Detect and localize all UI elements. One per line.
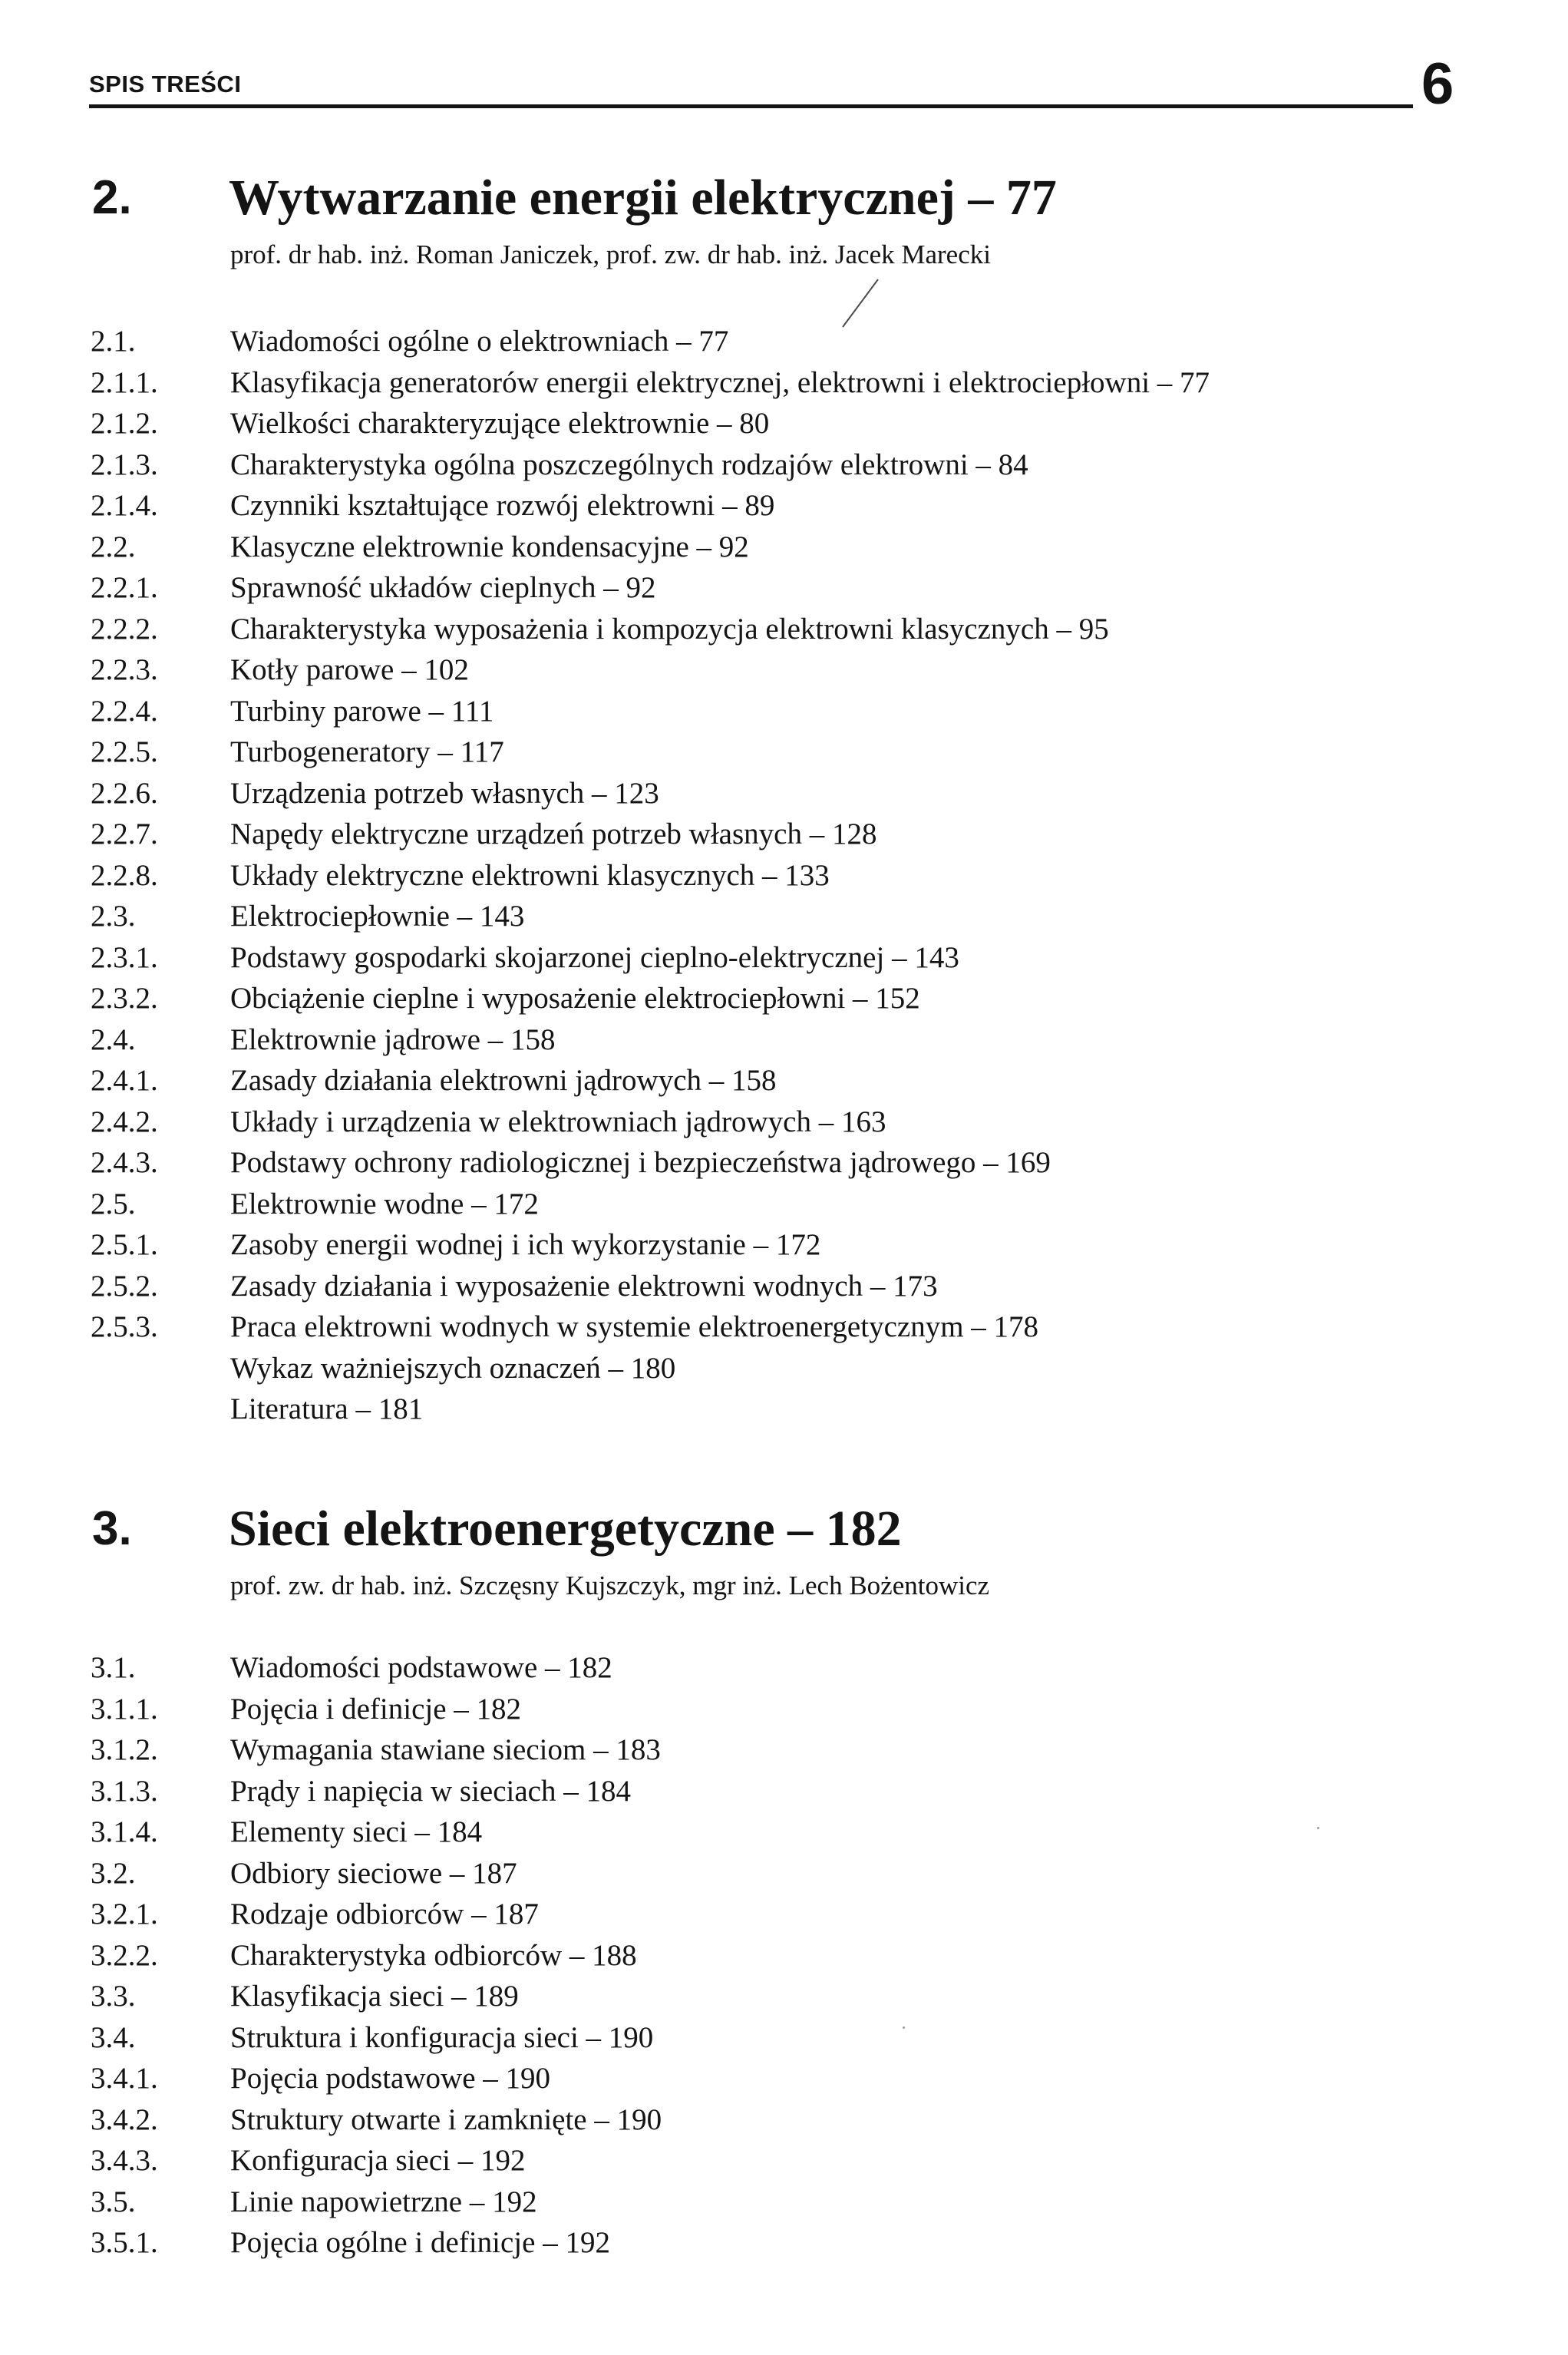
chapter-3-toc	[0, 1647, 1568, 2264]
toc-entry	[0, 444, 1568, 486]
toc-entry-number: 2.3.2.	[91, 982, 158, 1015]
toc-entry-title: Klasyczne elektrownie kondensacyjne – 92	[230, 530, 749, 563]
toc-entry-number: 3.1.	[91, 1651, 136, 1684]
toc-entry-number: 3.1.3.	[91, 1774, 158, 1808]
toc-entry-number: 2.1.2.	[91, 407, 158, 440]
toc-entry-title: Literatura – 181	[230, 1392, 424, 1425]
toc-entry-number: 3.5.1.	[91, 2226, 158, 2259]
toc-entry	[0, 1306, 1568, 1348]
toc-entry	[0, 1019, 1568, 1061]
toc-entry-number: 2.2.6.	[91, 776, 158, 810]
toc-entry-title: Klasyfikacja generatorów energii elektrycznej, elektrowni i elektrociepłowni – 77	[230, 365, 1210, 399]
chapter-number: 2.	[92, 171, 132, 224]
toc-entry	[0, 1389, 1568, 1430]
toc-entry	[0, 1060, 1568, 1102]
toc-entry-title: Zasady działania elektrowni jądrowych – 158	[230, 1064, 777, 1097]
toc-entry-title: Wiadomości podstawowe – 182	[230, 1651, 612, 1684]
scan-speck	[1317, 1827, 1319, 1829]
header-rule	[89, 104, 1413, 108]
toc-entry-title: Czynniki kształtujące rozwój elektrowni – 89	[230, 489, 775, 522]
toc-entry-number: 2.3.1.	[91, 940, 158, 974]
toc-entry-number: 3.1.2.	[91, 1733, 158, 1766]
toc-entry-title: Pojęcia podstawowe – 190	[230, 2062, 551, 2095]
toc-entry-title: Charakterystyka ogólna poszczególnych rodzajów elektrowni – 84	[230, 448, 1028, 481]
toc-entry-title: Linie napowietrzne – 192	[230, 2185, 537, 2218]
toc-entry	[0, 978, 1568, 1019]
running-header: SPIS TREŚCI	[89, 71, 242, 97]
toc-entry-number: 2.4.2.	[91, 1105, 158, 1138]
toc-entry	[0, 773, 1568, 814]
toc-entry-number: 3.4.	[91, 2020, 136, 2054]
toc-entry-number: 3.5.	[91, 2185, 136, 2218]
toc-entry-title: Klasyfikacja sieci – 189	[230, 1980, 519, 2013]
toc-entry-number: 3.4.1.	[91, 2062, 158, 2095]
toc-entry	[0, 527, 1568, 568]
toc-entry	[0, 362, 1568, 404]
toc-entry	[0, 2222, 1568, 2264]
toc-entry	[0, 814, 1568, 855]
toc-entry	[0, 1935, 1568, 1977]
toc-entry-title: Wykaz ważniejszych oznaczeń – 180	[230, 1351, 676, 1385]
toc-entry-title: Elektrociepłownie – 143	[230, 900, 525, 933]
toc-entry	[0, 732, 1568, 773]
toc-entry-title: Sprawność układów cieplnych – 92	[230, 571, 656, 604]
toc-entry-number: 2.2.2.	[91, 612, 158, 646]
toc-entry	[0, 1689, 1568, 1730]
toc-entry	[0, 937, 1568, 979]
toc-entry-number: 2.3.	[91, 900, 136, 933]
toc-entry-number: 3.2.1.	[91, 1898, 158, 1931]
toc-entry	[0, 896, 1568, 937]
toc-entry	[0, 1894, 1568, 1935]
toc-entry-title: Elementy sieci – 184	[230, 1815, 483, 1848]
toc-entry-title: Pojęcia i definicje – 182	[230, 1692, 522, 1726]
toc-entry-number: 2.1.	[91, 325, 136, 358]
toc-entry-title: Układy elektryczne elektrowni klasycznych – 133	[230, 858, 830, 892]
page-number: 6	[1421, 51, 1454, 117]
toc-entry-number: 3.4.3.	[91, 2144, 158, 2177]
toc-entry-number: 2.4.	[91, 1022, 136, 1056]
toc-entry-number: 2.5.	[91, 1187, 136, 1220]
toc-entry	[0, 321, 1568, 362]
toc-entry	[0, 1647, 1568, 1689]
toc-entry-title: Odbiory sieciowe – 187	[230, 1856, 517, 1890]
chapter-title: Wytwarzanie energii elektrycznej – 77	[229, 170, 1057, 226]
toc-entry-title: Zasoby energii wodnej i ich wykorzystanie – 172	[230, 1228, 821, 1261]
toc-entry-title: Podstawy gospodarki skojarzonej cieplno-elektrycznej – 143	[230, 940, 959, 974]
toc-entry	[0, 1976, 1568, 2017]
toc-entry-number: 3.2.2.	[91, 1938, 158, 1972]
chapter-number: 3.	[92, 1502, 132, 1555]
toc-entry-number: 2.4.1.	[91, 1064, 158, 1097]
toc-entry	[0, 855, 1568, 897]
toc-entry	[0, 2017, 1568, 2059]
toc-entry-title: Struktury otwarte i zamknięte – 190	[230, 2102, 662, 2136]
toc-entry-number: 2.2.4.	[91, 694, 158, 728]
toc-entry-title: Wymagania stawiane sieciom – 183	[230, 1733, 661, 1766]
toc-entry-number: 2.2.1.	[91, 571, 158, 604]
toc-entry-title: Podstawy ochrony radiologicznej i bezpieczeństwa jądrowego – 169	[230, 1146, 1051, 1179]
toc-entry-title: Pojęcia ogólne i definicje – 192	[230, 2226, 610, 2259]
toc-entry	[0, 1266, 1568, 1307]
toc-entry-number: 2.5.1.	[91, 1228, 158, 1261]
toc-entry-number: 3.1.1.	[91, 1692, 158, 1726]
toc-entry	[0, 2099, 1568, 2141]
toc-entry	[0, 1729, 1568, 1771]
toc-entry	[0, 1853, 1568, 1894]
toc-entry-number: 2.2.8.	[91, 858, 158, 892]
toc-entry	[0, 691, 1568, 732]
toc-entry-title: Rodzaje odbiorców – 187	[230, 1898, 539, 1931]
toc-entry	[0, 1771, 1568, 1812]
toc-entry-number: 3.2.	[91, 1856, 136, 1890]
toc-entry-title: Prądy i napięcia w sieciach – 184	[230, 1774, 631, 1808]
toc-entry-title: Zasady działania i wyposażenie elektrowni wodnych – 173	[230, 1269, 938, 1303]
toc-entry-number: 2.1.1.	[91, 365, 158, 399]
toc-entry-title: Wielkości charakteryzujące elektrownie – 80	[230, 407, 770, 440]
toc-entry-number: 2.5.3.	[91, 1310, 158, 1343]
toc-entry-title: Układy i urządzenia w elektrowniach jądrowych – 163	[230, 1105, 886, 1138]
toc-entry-title: Napędy elektryczne urządzeń potrzeb własnych – 128	[230, 817, 877, 851]
toc-entry-number: 3.4.2.	[91, 2102, 158, 2136]
toc-entry-number: 2.4.3.	[91, 1146, 158, 1179]
chapter-2-toc	[0, 321, 1568, 1430]
toc-entry-title: Elektrownie wodne – 172	[230, 1187, 539, 1220]
toc-entry	[0, 567, 1568, 609]
toc-entry	[0, 649, 1568, 691]
toc-entry	[0, 1224, 1568, 1266]
toc-entry-number: 3.3.	[91, 1980, 136, 2013]
scan-speck	[903, 2026, 905, 2029]
toc-entry-title: Wiadomości ogólne o elektrowniach – 77	[230, 325, 729, 358]
toc-entry	[0, 403, 1568, 444]
toc-entry-title: Obciążenie cieplne i wyposażenie elektrociepłowni – 152	[230, 982, 920, 1015]
chapter-authors: prof. zw. dr hab. inż. Szczęsny Kujszczyk, mgr inż. Lech Bożentowicz	[230, 1571, 990, 1600]
toc-entry	[0, 2058, 1568, 2099]
toc-entry-number: 2.5.2.	[91, 1269, 158, 1303]
toc-entry-title: Struktura i konfiguracja sieci – 190	[230, 2020, 654, 2054]
toc-entry-number: 3.1.4.	[91, 1815, 158, 1848]
toc-entry	[0, 1348, 1568, 1389]
toc-entry-title: Elektrownie jądrowe – 158	[230, 1022, 556, 1056]
toc-entry-number: 2.2.7.	[91, 817, 158, 851]
toc-entry-title: Konfiguracja sieci – 192	[230, 2144, 526, 2177]
toc-entry	[0, 2182, 1568, 2223]
toc-entry	[0, 1142, 1568, 1184]
toc-entry-title: Kotły parowe – 102	[230, 653, 469, 686]
toc-entry-number: 2.2.3.	[91, 653, 158, 686]
toc-entry	[0, 1812, 1568, 1853]
toc-entry	[0, 2140, 1568, 2182]
toc-entry-title: Charakterystyka odbiorców – 188	[230, 1938, 637, 1972]
toc-entry-number: 2.2.5.	[91, 735, 158, 768]
toc-entry-title: Praca elektrowni wodnych w systemie elektroenergetycznym – 178	[230, 1310, 1039, 1343]
chapter-authors: prof. dr hab. inż. Roman Janiczek, prof. zw. dr hab. inż. Jacek Marecki	[230, 239, 991, 269]
toc-entry-number: 2.1.4.	[91, 489, 158, 522]
toc-entry	[0, 1184, 1568, 1225]
toc-entry-title: Urządzenia potrzeb własnych – 123	[230, 776, 659, 810]
toc-entry	[0, 1102, 1568, 1143]
toc-entry	[0, 609, 1568, 650]
toc-entry-title: Turbogeneratory – 117	[230, 735, 504, 768]
toc-entry-number: 2.2.	[91, 530, 136, 563]
toc-entry-number: 2.1.3.	[91, 448, 158, 481]
toc-entry-title: Charakterystyka wyposażenia i kompozycja elektrowni klasycznych – 95	[230, 612, 1109, 646]
chapter-title: Sieci elektroenergetyczne – 182	[229, 1501, 902, 1557]
toc-entry-title: Turbiny parowe – 111	[230, 694, 494, 728]
toc-entry	[0, 485, 1568, 527]
